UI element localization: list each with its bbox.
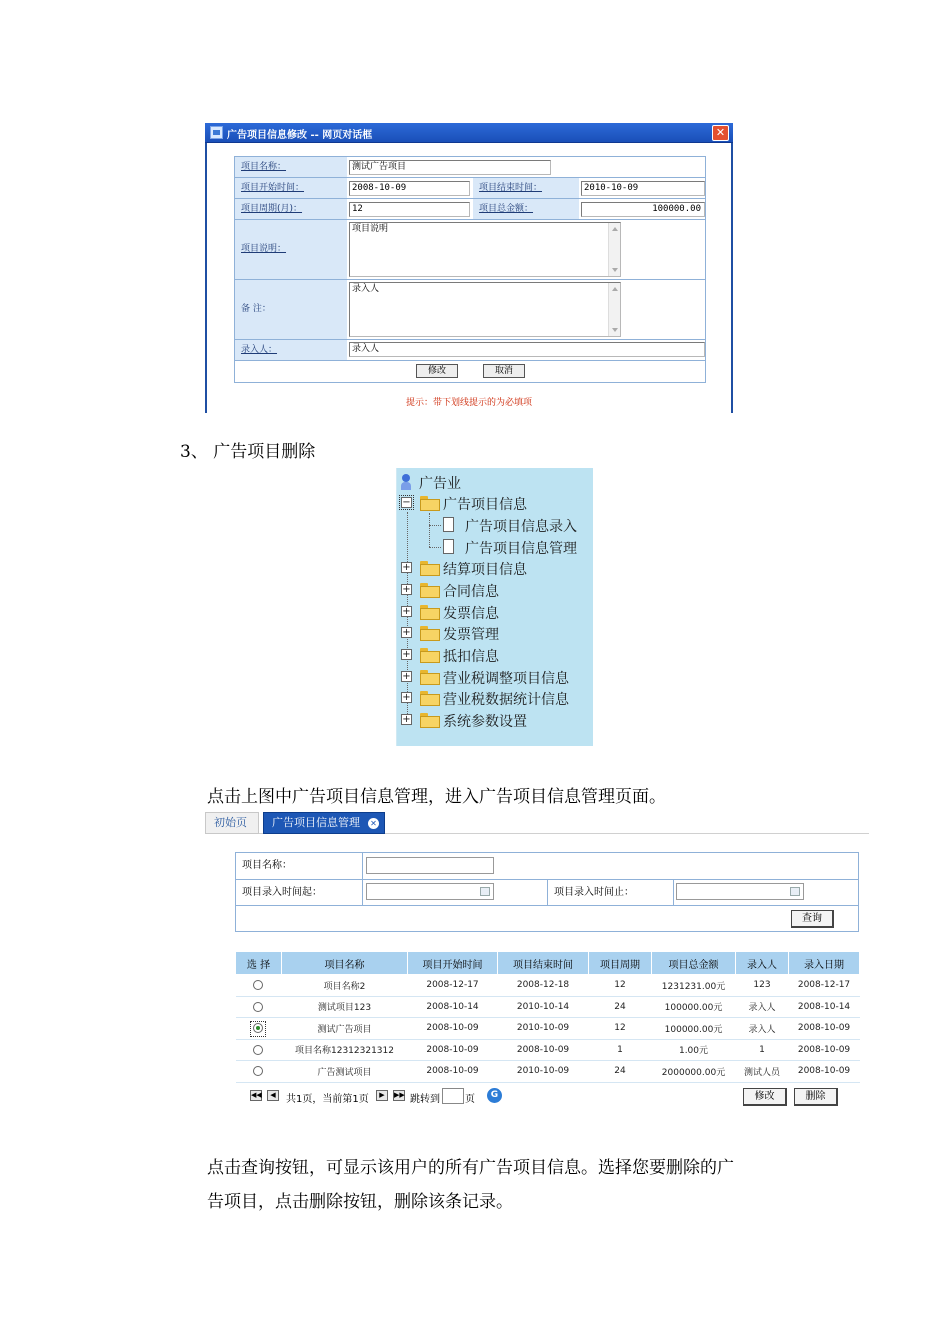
expand-icon[interactable]: +	[402, 584, 411, 595]
tree-node-tax-adjust[interactable]	[401, 667, 591, 687]
amount-field[interactable]: 100000.00	[581, 202, 705, 217]
edit-dialog-screenshot	[205, 123, 733, 413]
required-hint: 提示：带下划线提示的为必填项	[405, 398, 532, 408]
tree-root-label: 广告业	[419, 476, 461, 492]
folder-icon	[420, 670, 438, 683]
query-name-input[interactable]	[366, 857, 494, 874]
folder-icon	[420, 605, 438, 618]
collapse-icon[interactable]: −	[402, 497, 411, 508]
tree-leaf-label: 广告项目信息录入	[465, 519, 577, 535]
go-icon[interactable]: G	[487, 1088, 502, 1103]
tree-node-label: 系统参数设置	[443, 714, 527, 730]
tree-node-label: 营业税调整项目信息	[443, 671, 569, 687]
column-header: 项目周期	[589, 952, 652, 975]
column-header: 录入日期	[789, 952, 860, 975]
folder-icon	[420, 691, 438, 704]
page-number-input[interactable]	[442, 1088, 464, 1104]
document-icon	[443, 539, 454, 554]
column-header: 项目总金额	[652, 952, 736, 975]
query-start-date-input[interactable]	[366, 883, 494, 900]
modify-button[interactable]: 修改	[416, 364, 458, 378]
window-icon	[210, 126, 223, 139]
start-time-field[interactable]: 2008-10-09	[349, 181, 470, 196]
table-cell: 2008-10-09	[498, 1039, 589, 1061]
row-radio-wrapper	[253, 981, 263, 991]
end-time-label: 项目结束时间：	[479, 183, 543, 193]
description-label: 项目说明：	[241, 244, 287, 254]
table-cell: 100000.00元	[652, 996, 736, 1018]
table-cell: 测试项目123	[282, 996, 408, 1018]
table-cell: 2000000.00元	[652, 1061, 736, 1083]
project-table	[235, 951, 860, 1083]
expand-icon[interactable]: +	[402, 627, 411, 638]
table-cell: 123	[736, 975, 789, 997]
table-cell: 录入人	[736, 996, 789, 1018]
table-cell: 2008-10-09	[408, 1018, 498, 1040]
table-cell: 2008-12-18	[498, 975, 589, 997]
section-heading: 3、 广告项目删除	[180, 442, 316, 462]
table-cell: 24	[589, 1061, 652, 1083]
row-select-radio[interactable]	[253, 980, 263, 990]
table-cell: 2008-10-09	[408, 1061, 498, 1083]
folder-icon	[420, 713, 438, 726]
tab-bar	[205, 812, 869, 834]
folder-icon	[420, 561, 438, 574]
table-row[interactable]	[236, 996, 860, 1018]
table-cell: 2008-10-09	[408, 1039, 498, 1061]
dialog-title: 广告项目信息修改 -- 网页对话框	[227, 130, 373, 141]
page-info: 共1页，当前第1页	[286, 1094, 369, 1105]
modify-record-button[interactable]: 修改	[743, 1088, 787, 1106]
tree-node-label: 广告项目信息	[443, 497, 527, 513]
table-cell: 2008-10-09	[789, 1039, 860, 1061]
scrollbar[interactable]	[608, 223, 620, 276]
table-cell: 2008-12-17	[789, 975, 860, 997]
table-cell: 2010-10-09	[498, 1018, 589, 1040]
row-radio-wrapper	[251, 1022, 265, 1036]
column-header: 项目名称	[282, 952, 408, 975]
expand-icon[interactable]: +	[402, 606, 411, 617]
table-cell: 100000.00元	[652, 1018, 736, 1040]
user-icon	[401, 474, 411, 490]
tree-node-invoice-info[interactable]	[401, 602, 591, 622]
close-tab-icon[interactable]: ✕	[368, 818, 379, 829]
table-header-row	[236, 952, 860, 975]
table-row[interactable]	[236, 1018, 860, 1040]
tree-guide-line	[429, 513, 430, 547]
tree-leaf-label: 广告项目信息管理	[465, 541, 577, 557]
column-header: 项目开始时间	[408, 952, 498, 975]
query-end-label: 项目录入时间止：	[547, 880, 674, 905]
tree-guide-line	[429, 547, 441, 548]
select-cell	[236, 996, 282, 1018]
table-cell: 项目名称12312321312	[282, 1039, 408, 1061]
select-cell	[236, 975, 282, 997]
jump-label: 跳转到	[410, 1094, 440, 1105]
dialog-title-bar	[205, 123, 733, 143]
table-cell: 广告测试项目	[282, 1061, 408, 1083]
calendar-icon[interactable]	[790, 887, 800, 896]
table-cell: 1.00元	[652, 1039, 736, 1061]
query-start-label: 项目录入时间起：	[236, 880, 363, 905]
table-cell: 2010-10-14	[498, 996, 589, 1018]
query-end-date-input[interactable]	[676, 883, 804, 900]
table-cell: 12	[589, 1018, 652, 1040]
remark-text: 录入人	[352, 284, 380, 294]
column-header: 项目结束时间	[498, 952, 589, 975]
select-cell	[236, 1061, 282, 1083]
table-cell: 测试人员	[736, 1061, 789, 1083]
expand-icon[interactable]: +	[402, 714, 411, 725]
folder-icon	[420, 626, 438, 639]
tree-guide-line	[429, 525, 441, 526]
tab-ad-manage[interactable]	[263, 812, 385, 834]
expand-icon[interactable]: +	[402, 649, 411, 660]
tree-node-system-params[interactable]	[401, 710, 591, 730]
nav-tree	[396, 468, 593, 746]
edit-form	[234, 156, 706, 383]
table-cell: 2008-10-09	[789, 1061, 860, 1083]
select-cell	[236, 1018, 282, 1040]
tree-node-label: 合同信息	[443, 584, 499, 600]
query-form	[235, 852, 859, 932]
row-radio-wrapper	[253, 1067, 263, 1077]
period-label: 项目周期(月)：	[241, 204, 303, 214]
tab-label: 广告项目信息管理	[272, 816, 360, 829]
query-name-label: 项目名称：	[236, 853, 363, 879]
page-unit-label: 页	[465, 1094, 475, 1105]
tab-home[interactable]: 初始页	[205, 812, 259, 834]
paragraph-instruction-2-line-2: 告项目，点击删除按钮，删除该条记录。	[207, 1192, 513, 1212]
period-field[interactable]: 12	[349, 202, 470, 217]
search-button[interactable]: 查询	[791, 910, 834, 928]
tree-node-label: 发票管理	[443, 627, 499, 643]
tree-leaf-ad-manage[interactable]	[441, 537, 591, 557]
entry-person-label: 录入人：	[241, 345, 278, 355]
calendar-icon[interactable]	[480, 887, 490, 896]
close-icon[interactable]: ✕	[712, 125, 729, 141]
next-page-icon[interactable]: ▶	[376, 1090, 388, 1101]
table-cell: 2008-10-09	[789, 1018, 860, 1040]
row-select-radio[interactable]	[253, 1002, 263, 1012]
row-select-radio[interactable]	[253, 1045, 263, 1055]
paragraph-instruction-2-line-1: 点击查询按钮，可显示该用户的所有广告项目信息。选择您要删除的广	[207, 1158, 734, 1178]
delete-button[interactable]: 删除	[794, 1088, 838, 1106]
amount-label: 项目总金额：	[479, 204, 534, 214]
table-cell: 2008-10-14	[789, 996, 860, 1018]
table-cell: 1	[736, 1039, 789, 1061]
remark-textarea[interactable]	[349, 282, 621, 337]
table-cell: 测试广告项目	[282, 1018, 408, 1040]
tree-node-settlement[interactable]	[401, 558, 591, 578]
table-cell: 2010-10-09	[498, 1061, 589, 1083]
end-time-field[interactable]: 2010-10-09	[581, 181, 705, 196]
column-header: 录入人	[736, 952, 789, 975]
last-page-icon[interactable]: ▶▶	[394, 1091, 405, 1099]
description-text: 项目说明	[352, 224, 389, 234]
document-icon	[443, 517, 454, 532]
row-radio-wrapper	[253, 1045, 263, 1055]
entry-person-field[interactable]: 录入人	[349, 342, 705, 357]
table-cell: 2008-12-17	[408, 975, 498, 997]
row-radio-wrapper	[253, 1002, 263, 1012]
table-row[interactable]	[236, 1039, 860, 1061]
tree-node-ad-project[interactable]	[401, 493, 591, 513]
tree-node-label: 抵扣信息	[443, 649, 499, 665]
table-cell: 1	[589, 1039, 652, 1061]
table-cell: 1231231.00元	[652, 975, 736, 997]
row-select-radio[interactable]	[253, 1023, 263, 1033]
table-cell: 24	[589, 996, 652, 1018]
name-label: 项目名称：	[241, 162, 287, 172]
tree-node-tax-stats[interactable]	[401, 688, 591, 708]
table-row[interactable]	[236, 975, 860, 997]
tree-node-label: 发票信息	[443, 606, 499, 622]
table-cell: 录入人	[736, 1018, 789, 1040]
cancel-button[interactable]: 取消	[483, 364, 525, 378]
tree-node-deduction[interactable]	[401, 645, 591, 665]
column-header: 选 择	[236, 952, 282, 975]
tree-node-label: 营业税数据统计信息	[443, 692, 569, 708]
folder-icon	[420, 583, 438, 596]
tree-leaf-ad-entry[interactable]	[441, 515, 591, 535]
folder-icon	[420, 648, 438, 661]
select-cell	[236, 1039, 282, 1061]
paragraph-instruction-1: 点击上图中广告项目信息管理，进入广告项目信息管理页面。	[207, 787, 666, 807]
table-cell: 项目名称2	[282, 975, 408, 997]
table-cell: 2008-10-14	[408, 996, 498, 1018]
prev-page-icon[interactable]: ◀	[267, 1090, 279, 1101]
expand-icon[interactable]: +	[402, 562, 411, 573]
start-time-label: 项目开始时间：	[241, 183, 305, 193]
expand-icon[interactable]: +	[402, 671, 411, 682]
expand-icon[interactable]: +	[402, 692, 411, 703]
tree-node-contract[interactable]	[401, 580, 591, 600]
folder-icon	[420, 496, 438, 509]
name-field[interactable]: 测试广告项目	[349, 160, 551, 175]
first-page-icon[interactable]: ◀◀	[251, 1091, 262, 1099]
table-row[interactable]	[236, 1061, 860, 1083]
tree-node-invoice-manage[interactable]	[401, 623, 591, 643]
row-select-radio[interactable]	[253, 1066, 263, 1076]
table-cell: 12	[589, 975, 652, 997]
remark-label: 备 注：	[241, 304, 271, 314]
scrollbar[interactable]	[608, 283, 620, 336]
description-textarea[interactable]	[349, 222, 621, 277]
tree-node-label: 结算项目信息	[443, 562, 527, 578]
